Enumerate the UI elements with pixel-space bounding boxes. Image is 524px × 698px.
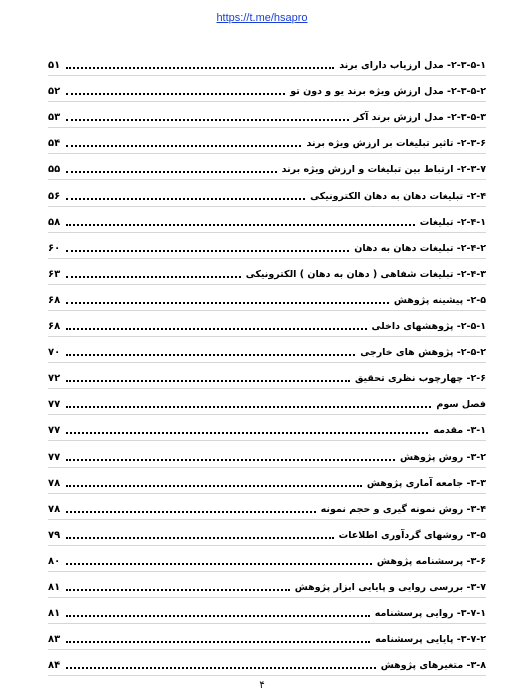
- toc-title: ۲-۴-۱- تبلیغات: [419, 216, 486, 228]
- toc-row[interactable]: [48, 650, 486, 676]
- toc-page: ۸۰: [48, 555, 61, 567]
- toc-page: ۶۸: [48, 321, 61, 333]
- toc-page: ۶۰: [48, 242, 61, 254]
- toc-row[interactable]: [48, 468, 486, 494]
- toc-page: ۶۳: [48, 268, 61, 280]
- toc-leader: [66, 614, 370, 617]
- toc-title: ۲-۳-۷- ارتباط بین تبلیغات و ارزش ویژه برند: [281, 164, 486, 176]
- toc-page: ۵۲: [48, 86, 61, 98]
- toc-leader: [66, 405, 431, 408]
- toc-title: ۲-۳-۵-۲- مدل ارزش ویژه برند یو و دون تو: [290, 86, 486, 98]
- toc-row[interactable]: [48, 546, 486, 572]
- toc-title: ۲-۴-۳- تبلیغات شفاهی ( دهان به دهان ) الکترونیکی: [245, 268, 486, 280]
- toc-row[interactable]: [48, 415, 486, 441]
- toc-title: ۳-۲- روش پژوهش: [400, 451, 486, 463]
- toc-page: ۷۷: [48, 425, 61, 437]
- toc-title: ۳-۵- روشهای گردآوری اطلاعات: [338, 529, 486, 541]
- toc-page: ۷۷: [48, 399, 61, 411]
- toc-title: ۲-۳-۵-۳- مدل ارزش برند آکر: [353, 112, 486, 124]
- toc-leader: [66, 327, 367, 330]
- toc-row[interactable]: [48, 441, 486, 467]
- toc-title: ۲-۳-۵-۱- مدل ارزیاب دارای برند: [339, 60, 486, 72]
- toc-leader: [66, 458, 395, 461]
- toc-leader: [66, 484, 362, 487]
- toc-leader: [66, 562, 372, 565]
- toc-title: ۲-۵- پیشینه پژوهش: [393, 294, 486, 306]
- toc-leader: [66, 431, 428, 434]
- toc-title: ۲-۴- تبلیغات دهان به دهان الکترونیکی: [310, 190, 486, 202]
- toc-row[interactable]: [48, 154, 486, 180]
- toc-page: ۷۸: [48, 503, 61, 515]
- toc-title: ۲-۳-۶- تاثیر تبلیغات بر ارزش ویژه برند: [306, 138, 486, 150]
- toc-leader: [66, 640, 370, 643]
- toc-page: ۸۱: [48, 608, 61, 620]
- toc-leader: [66, 666, 376, 669]
- toc-row[interactable]: [48, 128, 486, 154]
- toc-title: ۳-۶- پرسشنامه پژوهش: [376, 555, 486, 567]
- toc-title: ۳-۷- بررسی روایی و پایایی ابزار پژوهش: [294, 581, 486, 593]
- toc-leader: [66, 301, 389, 304]
- toc-row[interactable]: [48, 285, 486, 311]
- toc-leader: [66, 197, 305, 200]
- toc-leader: [66, 275, 241, 278]
- toc-leader: [66, 223, 415, 226]
- toc-row[interactable]: [48, 233, 486, 259]
- toc-page: ۶۸: [48, 294, 61, 306]
- toc-page: ۷۹: [48, 529, 61, 541]
- toc-title: ۳-۴- روش نمونه گیری و حجم نمونه: [320, 503, 486, 515]
- toc-row[interactable]: [48, 102, 486, 128]
- toc-title: ۲-۶- چهارچوب نظری تحقیق: [354, 373, 486, 385]
- toc-page: ۵۳: [48, 112, 61, 124]
- toc-row[interactable]: [48, 598, 486, 624]
- toc-leader: [66, 92, 285, 95]
- toc-row[interactable]: [48, 311, 486, 337]
- toc-title: ۳-۷-۱- روایی پرسشنامه: [374, 608, 486, 620]
- toc-page: ۷۸: [48, 477, 61, 489]
- toc-row[interactable]: [48, 572, 486, 598]
- toc-leader: [66, 510, 316, 513]
- toc-page: ۵۸: [48, 216, 61, 228]
- table-of-contents: [48, 50, 486, 676]
- toc-title: ۲-۵-۱- پژوهشهای داخلی: [371, 321, 486, 333]
- toc-title: فصل سوم: [436, 399, 486, 411]
- toc-row[interactable]: [48, 207, 486, 233]
- toc-row[interactable]: [48, 50, 486, 76]
- toc-page: ۵۴: [48, 138, 61, 150]
- toc-row[interactable]: [48, 259, 486, 285]
- toc-page: ۵۶: [48, 190, 61, 202]
- toc-title: ۳-۷-۲- پایایی پرسشنامه: [375, 634, 486, 646]
- toc-title: ۳-۱- مقدمه: [433, 425, 486, 437]
- toc-page: ۵۱: [48, 60, 61, 72]
- toc-page: ۵۵: [48, 164, 61, 176]
- toc-leader: [66, 353, 355, 356]
- toc-row[interactable]: [48, 337, 486, 363]
- toc-leader: [66, 66, 334, 69]
- toc-row[interactable]: [48, 389, 486, 415]
- toc-leader: [66, 144, 301, 147]
- telegram-link[interactable]: https://t.me/hsapro: [216, 12, 308, 24]
- toc-page: ۷۰: [48, 347, 61, 359]
- toc-title: ۲-۴-۲- تبلیغات دهان به دهان: [354, 242, 486, 254]
- toc-row[interactable]: [48, 76, 486, 102]
- toc-page: ۸۳: [48, 634, 61, 646]
- toc-page: ۸۴: [48, 660, 61, 672]
- toc-title: ۲-۵-۲- پژوهش های خارجی: [360, 347, 486, 359]
- toc-page: ۸۱: [48, 581, 61, 593]
- toc-row[interactable]: [48, 494, 486, 520]
- toc-leader: [66, 118, 349, 121]
- toc-row[interactable]: [48, 624, 486, 650]
- page-number: ۴: [259, 680, 265, 691]
- toc-title: ۳-۳- جامعه آماری پژوهش: [366, 477, 486, 489]
- toc-row[interactable]: [48, 180, 486, 206]
- toc-row[interactable]: [48, 363, 486, 389]
- toc-row[interactable]: [48, 520, 486, 546]
- toc-page: ۷۲: [48, 373, 61, 385]
- toc-leader: [66, 170, 277, 173]
- toc-leader: [66, 536, 334, 539]
- toc-title: ۳-۸- متغیرهای پژوهش: [380, 660, 486, 672]
- toc-leader: [66, 588, 290, 591]
- toc-leader: [66, 249, 349, 252]
- toc-page: ۷۷: [48, 451, 61, 463]
- toc-leader: [66, 379, 350, 382]
